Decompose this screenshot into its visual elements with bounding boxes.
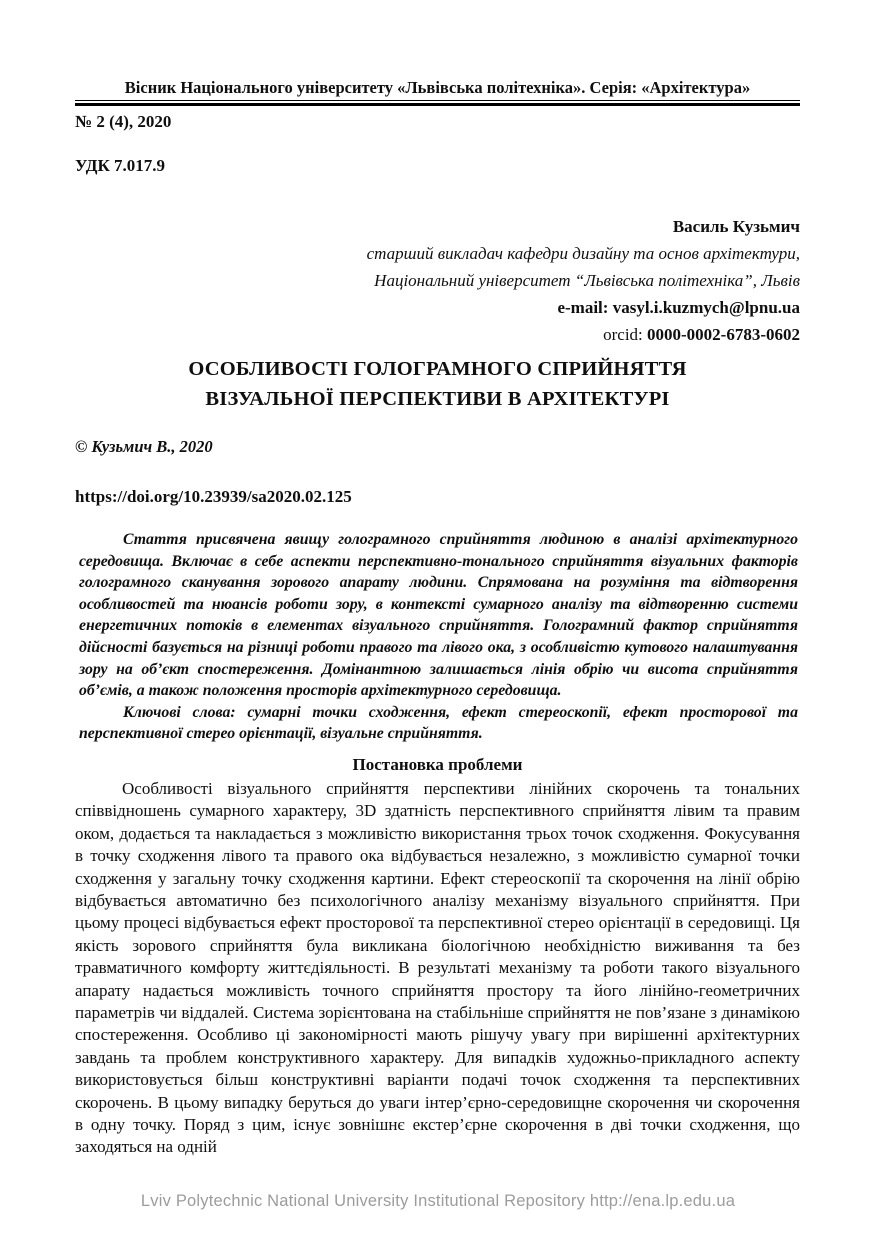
keywords-label: Ключові слова: xyxy=(123,703,248,721)
issue-number: № 2 (4), 2020 xyxy=(75,112,172,131)
abstract-paragraph: Стаття присвячена явищу голограмного сприйняття людиною в аналізі архітектурного середовища. Включає в себе аспекти перспективно-тонального сприйняття візуальних факторів голограмного сканування зорового апарату людини. Спрямована на розуміння та відтворення особливостей та нюансів роботи зору, в контексті сумарного аналізу та відтворенню системи енергетичних потоків в елементах візуального сприйняття. Голограмний фактор сприйняття дійсності базується на різниці роботи правого та лівого ока, з особливістю кутового налаштування зору на об’єкт спостереження. Домінантною залишається лінія обрію чи висота сприйняття об’ємів, а також положення просторів архітектурного середовища. xyxy=(79,531,798,700)
doi-link: https://doi.org/10.23939/sa2020.02.125 xyxy=(75,487,352,506)
email-address: vasyl.i.kuzmych@lpnu.ua xyxy=(612,298,800,317)
author-orcid-line xyxy=(75,321,800,348)
article-title-line2: ВІЗУАЛЬНОЇ ПЕРСПЕКТИВИ В АРХІТЕКТУРІ xyxy=(205,388,670,410)
keywords-paragraph xyxy=(79,702,798,745)
journal-header: Вісник Національного університету «Львівська політехніка». Серія: «Архітектура» xyxy=(75,78,800,101)
udk-code: УДК 7.017.9 xyxy=(75,156,166,175)
header-rule xyxy=(75,103,800,106)
article-title-line1: ОСОБЛИВОСТІ ГОЛОГРАМНОГО СПРИЙНЯТТЯ xyxy=(188,358,687,380)
author-block xyxy=(75,213,800,348)
section-heading: Постановка проблеми xyxy=(352,754,523,774)
article-title xyxy=(75,354,800,414)
author-affiliation: Національний університет “Львівська політехніка”, Львів xyxy=(374,271,800,290)
author-position: старший викладач кафедри дизайну та основ архітектури, xyxy=(366,244,800,263)
copyright-notice: © Кузьмич В., 2020 xyxy=(75,437,213,456)
author-email-line xyxy=(75,294,800,321)
orcid-label: orcid: xyxy=(603,325,648,344)
repository-footer: Lviv Polytechnic National University Institutional Repository http://ena.lp.edu.ua xyxy=(140,1192,736,1210)
keywords-text: сумарні точки сходження, ефект стереоскопії, ефект просторової та перспективної стерео орієнтації, візуальне сприйняття. xyxy=(79,703,798,743)
orcid-id: 0000-0002-6783-0602 xyxy=(647,325,800,344)
body-paragraph: Особливості візуального сприйняття перспективи лінійних скорочень та тональних співвідношень сумарного характеру, 3D здатність перспективного сприйняття лівим та правим оком, додається та накладається з можливістю використання трьох точок сходження. Фокусування в точку сходження лівого та правого ока відбувається незалежно, з можливістю сумарної точки сходження у загальну точку сходження картини. Ефект стереоскопії та скорочення на лінії обрію відбувається автоматично без психологічного аналізу механізму візуального сприйняття. При цьому процесі відбувається ефект просторової та перспективної стерео орієнтації в середовищі. Ця якість зорового сприйняття була викликана біологічною необхідністю виживання та без травматичного комфорту життєдіяльності. В результаті механізму та роботи такого візуального апарату надається можливість точного сприйняття простору та його лінійно-геометричних параметрів чи віддалей. Система зорієнтована на стабільніше сприйняття не пов’язане з динамікою спостереження. Особливо ці закономірності мають рішучу увагу при вирішенні архітектурних завдань та проблем конструктивного характеру. Для випадків художньо-прикладного аспекту використовується більш конструктивні варіанти подачі точок сходження та перспективних скорочень. В цьому випадку беруться до уваги інтер’єрно-середовищне скорочення чи скорочення в одну точку. Поряд з цим, існує зовнішнє екстер’єрне скорочення в дві точки сходження, що заходяться на одній xyxy=(75,778,800,1157)
author-name: Василь Кузьмич xyxy=(672,217,800,236)
email-label: e-mail: xyxy=(557,298,613,317)
